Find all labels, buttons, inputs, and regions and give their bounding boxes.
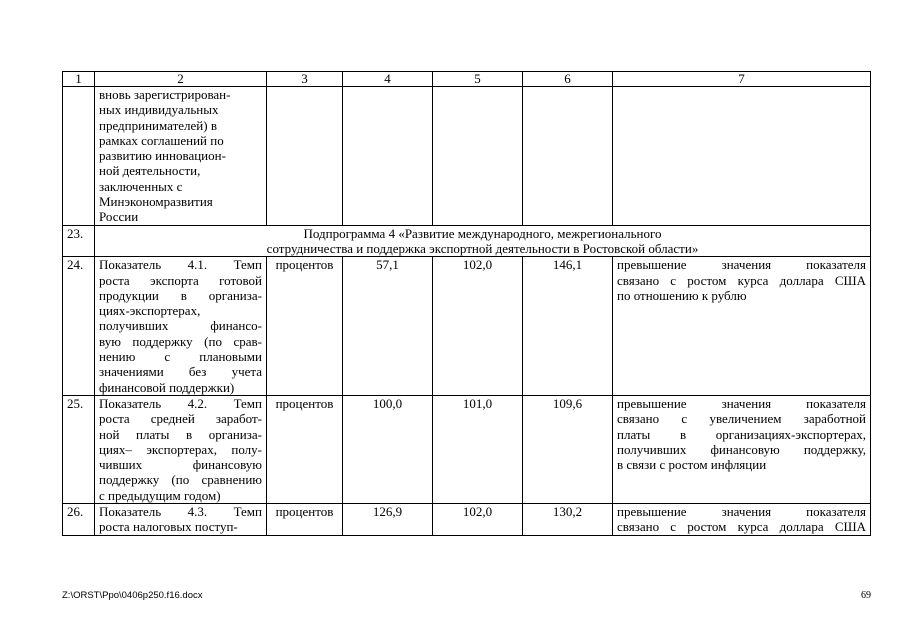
indicator-text-line: ных индивидуальных: [99, 102, 219, 118]
unit-cell: процентов: [267, 257, 343, 396]
header-cell: 7: [613, 72, 871, 87]
value-col4-cell: 126,9: [343, 504, 433, 536]
table-row: [63, 87, 871, 226]
indicator-cell: [95, 395, 267, 503]
value-col4-cell: 57,1: [343, 257, 433, 396]
indicator-text-line: заключенных с: [99, 178, 183, 194]
subprogram-title-line: сотрудничества и поддержка экспортной деятельности в Ростовской области»: [266, 240, 699, 256]
indicator-text-line: Показатель 4.1. Темп: [99, 257, 262, 273]
indicator-cell: [95, 504, 267, 536]
indicator-text-line: вновь зарегистрирован-: [99, 87, 231, 102]
indicator-text-line: циях-экспортерах,: [99, 303, 201, 319]
header-cell: 2: [95, 72, 267, 87]
indicator-text-line: рамках соглашений по: [99, 132, 224, 148]
indicator-text-line: финансовой поддержки): [99, 379, 235, 395]
row-number: [63, 87, 95, 226]
indicator-cell: [95, 87, 267, 226]
row-number: 26.: [63, 504, 95, 536]
value-col4-cell: 100,0: [343, 395, 433, 503]
indicator-text-line: нению с плановыми: [99, 349, 262, 365]
row-number: 24.: [63, 257, 95, 396]
value-col4-cell: [343, 87, 433, 226]
indicator-text-line: роста экспорта готовой: [99, 272, 262, 288]
value-col5-cell: 101,0: [433, 395, 523, 503]
indicator-text-line: России: [99, 209, 139, 225]
indicator-text-line: ной деятельности,: [99, 163, 201, 179]
indicator-text-line: роста налоговых поступ-: [99, 519, 238, 535]
indicator-text-line: значениями без учета: [99, 364, 262, 380]
note-text-line: в связи с ростом инфляции: [617, 457, 767, 473]
note-text-line: превышение значения показателя: [617, 504, 866, 520]
header-cell: 5: [433, 72, 523, 87]
indicator-text-line: Показатель 4.2. Темп: [99, 395, 262, 411]
value-col5-cell: 102,0: [433, 257, 523, 396]
value-col5-cell: [433, 87, 523, 226]
table-row: [63, 257, 871, 396]
value-col5-cell: 102,0: [433, 504, 523, 536]
header-cell: 3: [267, 72, 343, 87]
indicator-text-line: циях– экспортерах, полу-: [99, 441, 262, 457]
note-text-line: платы в организациях-экспортерах,: [617, 426, 866, 442]
note-cell: [613, 504, 871, 536]
footer-file-path: Z:\ORST\Ppo\0406p250.f16.docx: [62, 590, 203, 601]
indicator-text-line: поддержку (по сравнению: [99, 472, 262, 488]
indicator-text-line: Показатель 4.3. Темп: [99, 504, 262, 520]
unit-cell: процентов: [267, 504, 343, 536]
indicator-text-line: получивших финансо-: [99, 318, 262, 334]
unit-cell: [267, 87, 343, 226]
indicator-text-line: развитию инновацион-: [99, 148, 226, 164]
row-number: 25.: [63, 395, 95, 503]
note-text-line: по отношению к рублю: [617, 287, 747, 303]
note-text-line: превышение значения показателя: [617, 257, 866, 273]
page-number: 69: [861, 590, 871, 601]
subprogram-title: [95, 225, 871, 257]
note-cell: [613, 257, 871, 396]
indicator-text-line: ной платы в организа-: [99, 426, 262, 442]
indicator-text-line: предпринимателей) в: [99, 117, 217, 133]
note-text-line: связано с ростом курса доллара США: [617, 272, 866, 288]
note-cell: [613, 87, 871, 226]
header-cell: 4: [343, 72, 433, 87]
table-row: [63, 395, 871, 503]
indicator-text-line: вую поддержку (по срав-: [99, 333, 262, 349]
value-col6-cell: 130,2: [523, 504, 613, 536]
report-table: [62, 71, 871, 536]
header-cell: 6: [523, 72, 613, 87]
value-col6-cell: 109,6: [523, 395, 613, 503]
indicator-text-line: чивших финансовую: [99, 457, 262, 473]
indicator-cell: [95, 257, 267, 396]
table-row: [63, 225, 871, 257]
row-number: 23.: [63, 225, 95, 257]
note-cell: [613, 395, 871, 503]
indicator-text-line: Минэкономразвития: [99, 194, 213, 210]
value-col6-cell: [523, 87, 613, 226]
table-header-row: [63, 72, 871, 87]
note-text-line: получивших финансовую поддержку,: [617, 441, 866, 457]
table-row: [63, 504, 871, 536]
indicator-text-line: с предыдущим годом): [99, 487, 221, 503]
subprogram-title-line: Подпрограмма 4 «Развитие международного, межрегионального: [303, 225, 662, 241]
unit-cell: процентов: [267, 395, 343, 503]
note-text-line: связано с ростом курса доллара США: [617, 519, 866, 535]
indicator-text-line: роста средней заработ-: [99, 411, 262, 427]
header-cell: 1: [63, 72, 95, 87]
note-text-line: превышение значения показателя: [617, 395, 866, 411]
value-col6-cell: 146,1: [523, 257, 613, 396]
indicator-text-line: продукции в организа-: [99, 287, 262, 303]
note-text-line: связано с увеличением заработной: [617, 411, 866, 427]
